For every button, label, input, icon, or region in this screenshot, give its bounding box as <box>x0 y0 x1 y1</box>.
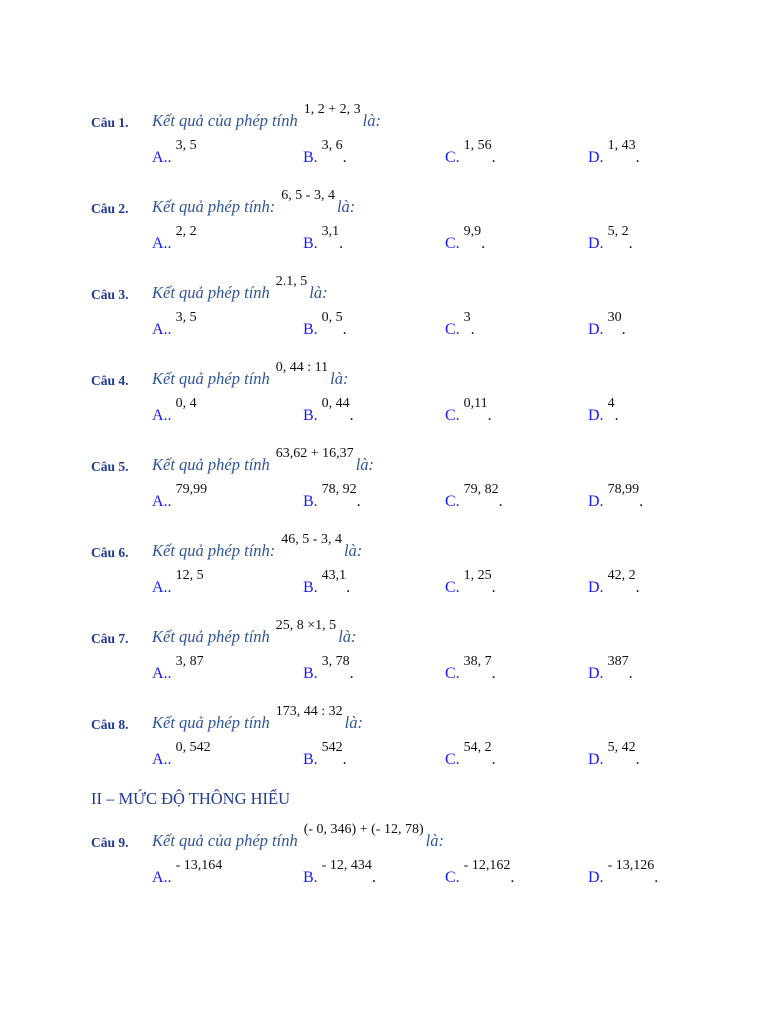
question-number: Câu 3. <box>91 287 129 302</box>
option-c[interactable]: C.0,11. <box>445 396 492 424</box>
option-c[interactable]: C.54, 2. <box>445 740 496 768</box>
question-text: Kết quả phép tính173, 44 : 32là: <box>152 704 364 732</box>
math-expression: 1, 2 + 2, 3 <box>303 102 361 117</box>
question-text: Kết quả phép tính0, 44 : 11là: <box>152 360 349 388</box>
math-expression: (- 0, 346) + (- 12, 78) <box>303 822 424 837</box>
question-number: Câu 6. <box>91 545 129 560</box>
question-number: Câu 9. <box>91 835 129 850</box>
math-expression: 173, 44 : 32 <box>275 704 343 719</box>
option-d[interactable]: D.78,99. <box>588 482 644 510</box>
option-a[interactable]: A..0, 4 <box>152 396 197 424</box>
question-number: Câu 5. <box>91 459 129 474</box>
option-b[interactable]: B.542. <box>303 740 347 768</box>
option-c[interactable]: C.1, 25. <box>445 568 496 596</box>
option-a[interactable]: A..2, 2 <box>152 224 197 252</box>
option-a[interactable]: A..0, 542 <box>152 740 211 768</box>
option-a[interactable]: A..12, 5 <box>152 568 204 596</box>
option-c[interactable]: C.1, 56. <box>445 138 496 166</box>
question-text: Kết quả của phép tính(- 0, 346) + (- 12, 78)là: <box>152 822 444 850</box>
option-a[interactable]: A..3, 5 <box>152 138 197 166</box>
math-expression: 25, 8 ×1, 5 <box>275 618 337 633</box>
option-a[interactable]: A..- 13,164 <box>152 858 223 886</box>
question-8 <box>0 704 768 793</box>
question-number: Câu 8. <box>91 717 129 732</box>
option-d[interactable]: D.5, 42. <box>588 740 640 768</box>
option-c[interactable]: C.38, 7. <box>445 654 496 682</box>
math-expression: 2.1, 5 <box>275 274 308 289</box>
question-2 <box>0 188 768 277</box>
question-text: Kết quả phép tính2.1, 5là: <box>152 274 328 302</box>
option-c[interactable]: C.9,9. <box>445 224 486 252</box>
option-d[interactable]: D.387. <box>588 654 633 682</box>
question-text: Kết quả phép tính25, 8 ×1, 5là: <box>152 618 357 646</box>
option-c[interactable]: C.3. <box>445 310 475 338</box>
option-d[interactable]: D.30. <box>588 310 626 338</box>
question-text: Kết quả phép tính63,62 + 16,37là: <box>152 446 375 474</box>
question-number: Câu 2. <box>91 201 129 216</box>
option-b[interactable]: B.3, 78. <box>303 654 354 682</box>
math-expression: 46, 5 - 3, 4 <box>281 532 342 547</box>
question-7 <box>0 618 768 707</box>
option-d[interactable]: D.- 13,126. <box>588 858 659 886</box>
math-expression: 63,62 + 16,37 <box>275 446 354 461</box>
option-d[interactable]: D.42, 2. <box>588 568 640 596</box>
option-d[interactable]: D.1, 43. <box>588 138 640 166</box>
question-number: Câu 7. <box>91 631 129 646</box>
question-text: Kết quả của phép tính1, 2 + 2, 3là: <box>152 102 381 130</box>
question-number: Câu 4. <box>91 373 129 388</box>
option-b[interactable]: B.0, 5. <box>303 310 347 338</box>
option-a[interactable]: A..3, 87 <box>152 654 204 682</box>
question-text: Kết quả phép tính:46, 5 - 3, 4là: <box>152 532 363 560</box>
question-5 <box>0 446 768 535</box>
question-number: Câu 1. <box>91 115 129 130</box>
math-expression: 6, 5 - 3, 4 <box>281 188 335 203</box>
question-text: Kết quả phép tính:6, 5 - 3, 4là: <box>152 188 356 216</box>
option-a[interactable]: A..79,99 <box>152 482 208 510</box>
question-4 <box>0 360 768 449</box>
question-3 <box>0 274 768 363</box>
option-b[interactable]: B.3,1. <box>303 224 344 252</box>
option-b[interactable]: B.0, 44. <box>303 396 354 424</box>
option-b[interactable]: B.- 12, 434. <box>303 858 376 886</box>
option-d[interactable]: D.5, 2. <box>588 224 633 252</box>
option-b[interactable]: B.43,1. <box>303 568 351 596</box>
option-d[interactable]: D.4. <box>588 396 619 424</box>
option-b[interactable]: B.3, 6. <box>303 138 347 166</box>
option-c[interactable]: C.- 12,162. <box>445 858 515 886</box>
option-c[interactable]: C.79, 82. <box>445 482 503 510</box>
option-b[interactable]: B.78, 92. <box>303 482 361 510</box>
question-1 <box>0 102 768 191</box>
section-heading: II – MỨC ĐỘ THÔNG HIỂU <box>91 789 291 808</box>
math-expression: 0, 44 : 11 <box>275 360 329 375</box>
question-9 <box>0 822 768 911</box>
option-a[interactable]: A..3, 5 <box>152 310 197 338</box>
question-6 <box>0 532 768 621</box>
